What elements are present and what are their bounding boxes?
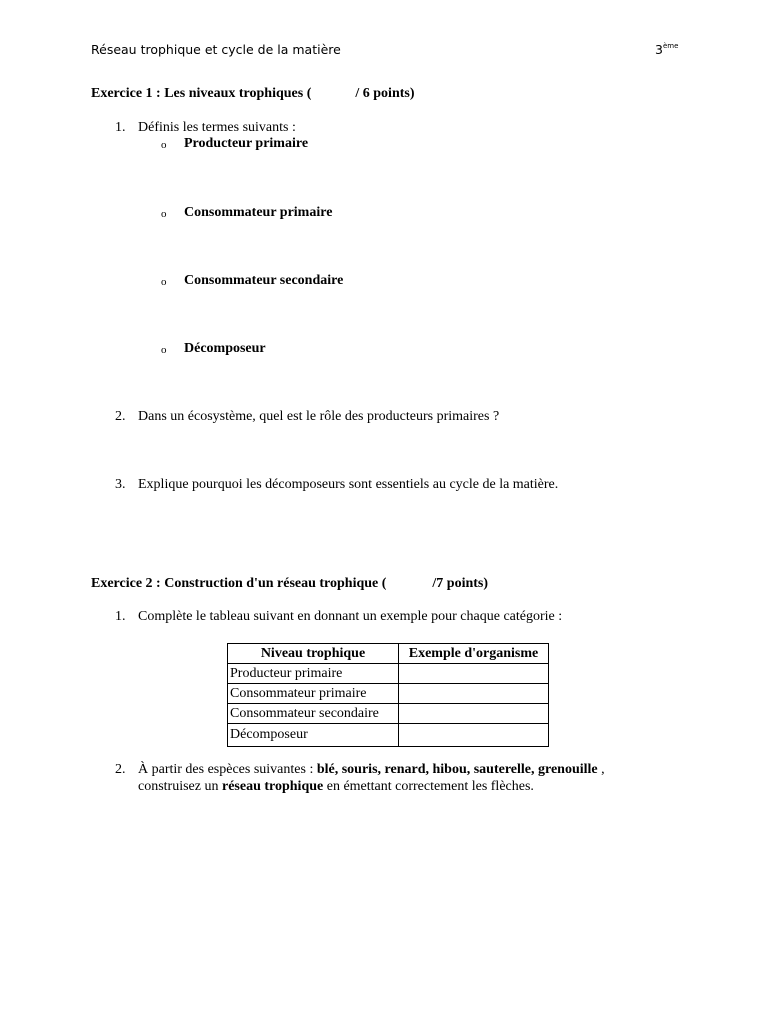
table-cell-example[interactable] bbox=[399, 684, 549, 704]
trophic-level-table bbox=[227, 643, 549, 747]
grade-number: 3 bbox=[655, 42, 663, 57]
bullet-marker: o bbox=[161, 208, 167, 220]
exercise1-q1-text: Définis les termes suivants : bbox=[138, 120, 296, 135]
table-row bbox=[228, 684, 549, 704]
bullet-marker: o bbox=[161, 139, 167, 151]
exercise1-q3-number: 3. bbox=[115, 477, 126, 492]
document-header-title: Réseau trophique et cycle de la matière bbox=[91, 42, 341, 57]
exercise1-q2-number: 2. bbox=[115, 409, 126, 424]
exercise2-title bbox=[91, 576, 488, 592]
term-decomposeur: Décomposeur bbox=[184, 341, 266, 356]
exercise2-q2-line2-suffix: en émettant correctement les flèches. bbox=[323, 779, 534, 794]
table-header-exemple: Exemple d'organisme bbox=[399, 644, 549, 664]
table-row bbox=[228, 704, 549, 724]
term-producteur-primaire: Producteur primaire bbox=[184, 136, 309, 151]
exercise2-q2-line2-prefix: construisez un bbox=[138, 779, 222, 794]
exercise2-title-suffix: /7 points) bbox=[432, 576, 489, 591]
exercise1-title-prefix: Exercice 1 : Les niveaux trophiques ( bbox=[91, 86, 312, 101]
grade-suffix: ème bbox=[662, 41, 679, 50]
table-cell-example[interactable] bbox=[399, 664, 549, 684]
exercise2-q2-line1 bbox=[138, 762, 605, 778]
document-header-grade bbox=[655, 42, 678, 57]
table-row bbox=[228, 664, 549, 684]
table-cell-level: Producteur primaire bbox=[228, 664, 399, 684]
reseau-trophique-emphasis: réseau trophique bbox=[221, 779, 324, 794]
table-row bbox=[228, 724, 549, 747]
exercise1-q1-number: 1. bbox=[115, 120, 126, 135]
table-header-niveau: Niveau trophique bbox=[228, 644, 399, 664]
bullet-marker: o bbox=[161, 276, 167, 288]
table-cell-example[interactable] bbox=[399, 704, 549, 724]
exercise1-title bbox=[91, 86, 415, 102]
exercise1-q3-text: Explique pourquoi les décomposeurs sont essentiels au cycle de la matière. bbox=[138, 477, 559, 492]
exercise2-q1-text: Complète le tableau suivant en donnant un exemple pour chaque catégorie : bbox=[138, 609, 563, 624]
table-header-row bbox=[228, 644, 549, 664]
exercise2-q2-number: 2. bbox=[115, 762, 126, 777]
species-list: blé, souris, renard, hibou, sauterelle, grenouille bbox=[316, 762, 598, 777]
table-cell-level: Consommateur secondaire bbox=[228, 704, 399, 724]
term-consommateur-secondaire: Consommateur secondaire bbox=[184, 273, 344, 288]
exercise2-q2-line2 bbox=[138, 779, 534, 795]
exercise2-q1-number: 1. bbox=[115, 609, 126, 624]
exercise2-title-prefix: Exercice 2 : Construction d'un réseau trophique ( bbox=[91, 576, 387, 591]
bullet-marker: o bbox=[161, 344, 167, 356]
exercise1-title-suffix: / 6 points) bbox=[355, 86, 415, 101]
term-consommateur-primaire: Consommateur primaire bbox=[184, 205, 333, 220]
exercise2-q2-line1-suffix: , bbox=[597, 762, 605, 777]
exercise1-q2-text: Dans un écosystème, quel est le rôle des producteurs primaires ? bbox=[138, 409, 500, 424]
exercise2-q2-line1-prefix: À partir des espèces suivantes : bbox=[138, 762, 317, 777]
table-cell-example[interactable] bbox=[399, 724, 549, 747]
table-cell-level: Consommateur primaire bbox=[228, 684, 399, 704]
table-cell-level: Décomposeur bbox=[228, 724, 399, 747]
